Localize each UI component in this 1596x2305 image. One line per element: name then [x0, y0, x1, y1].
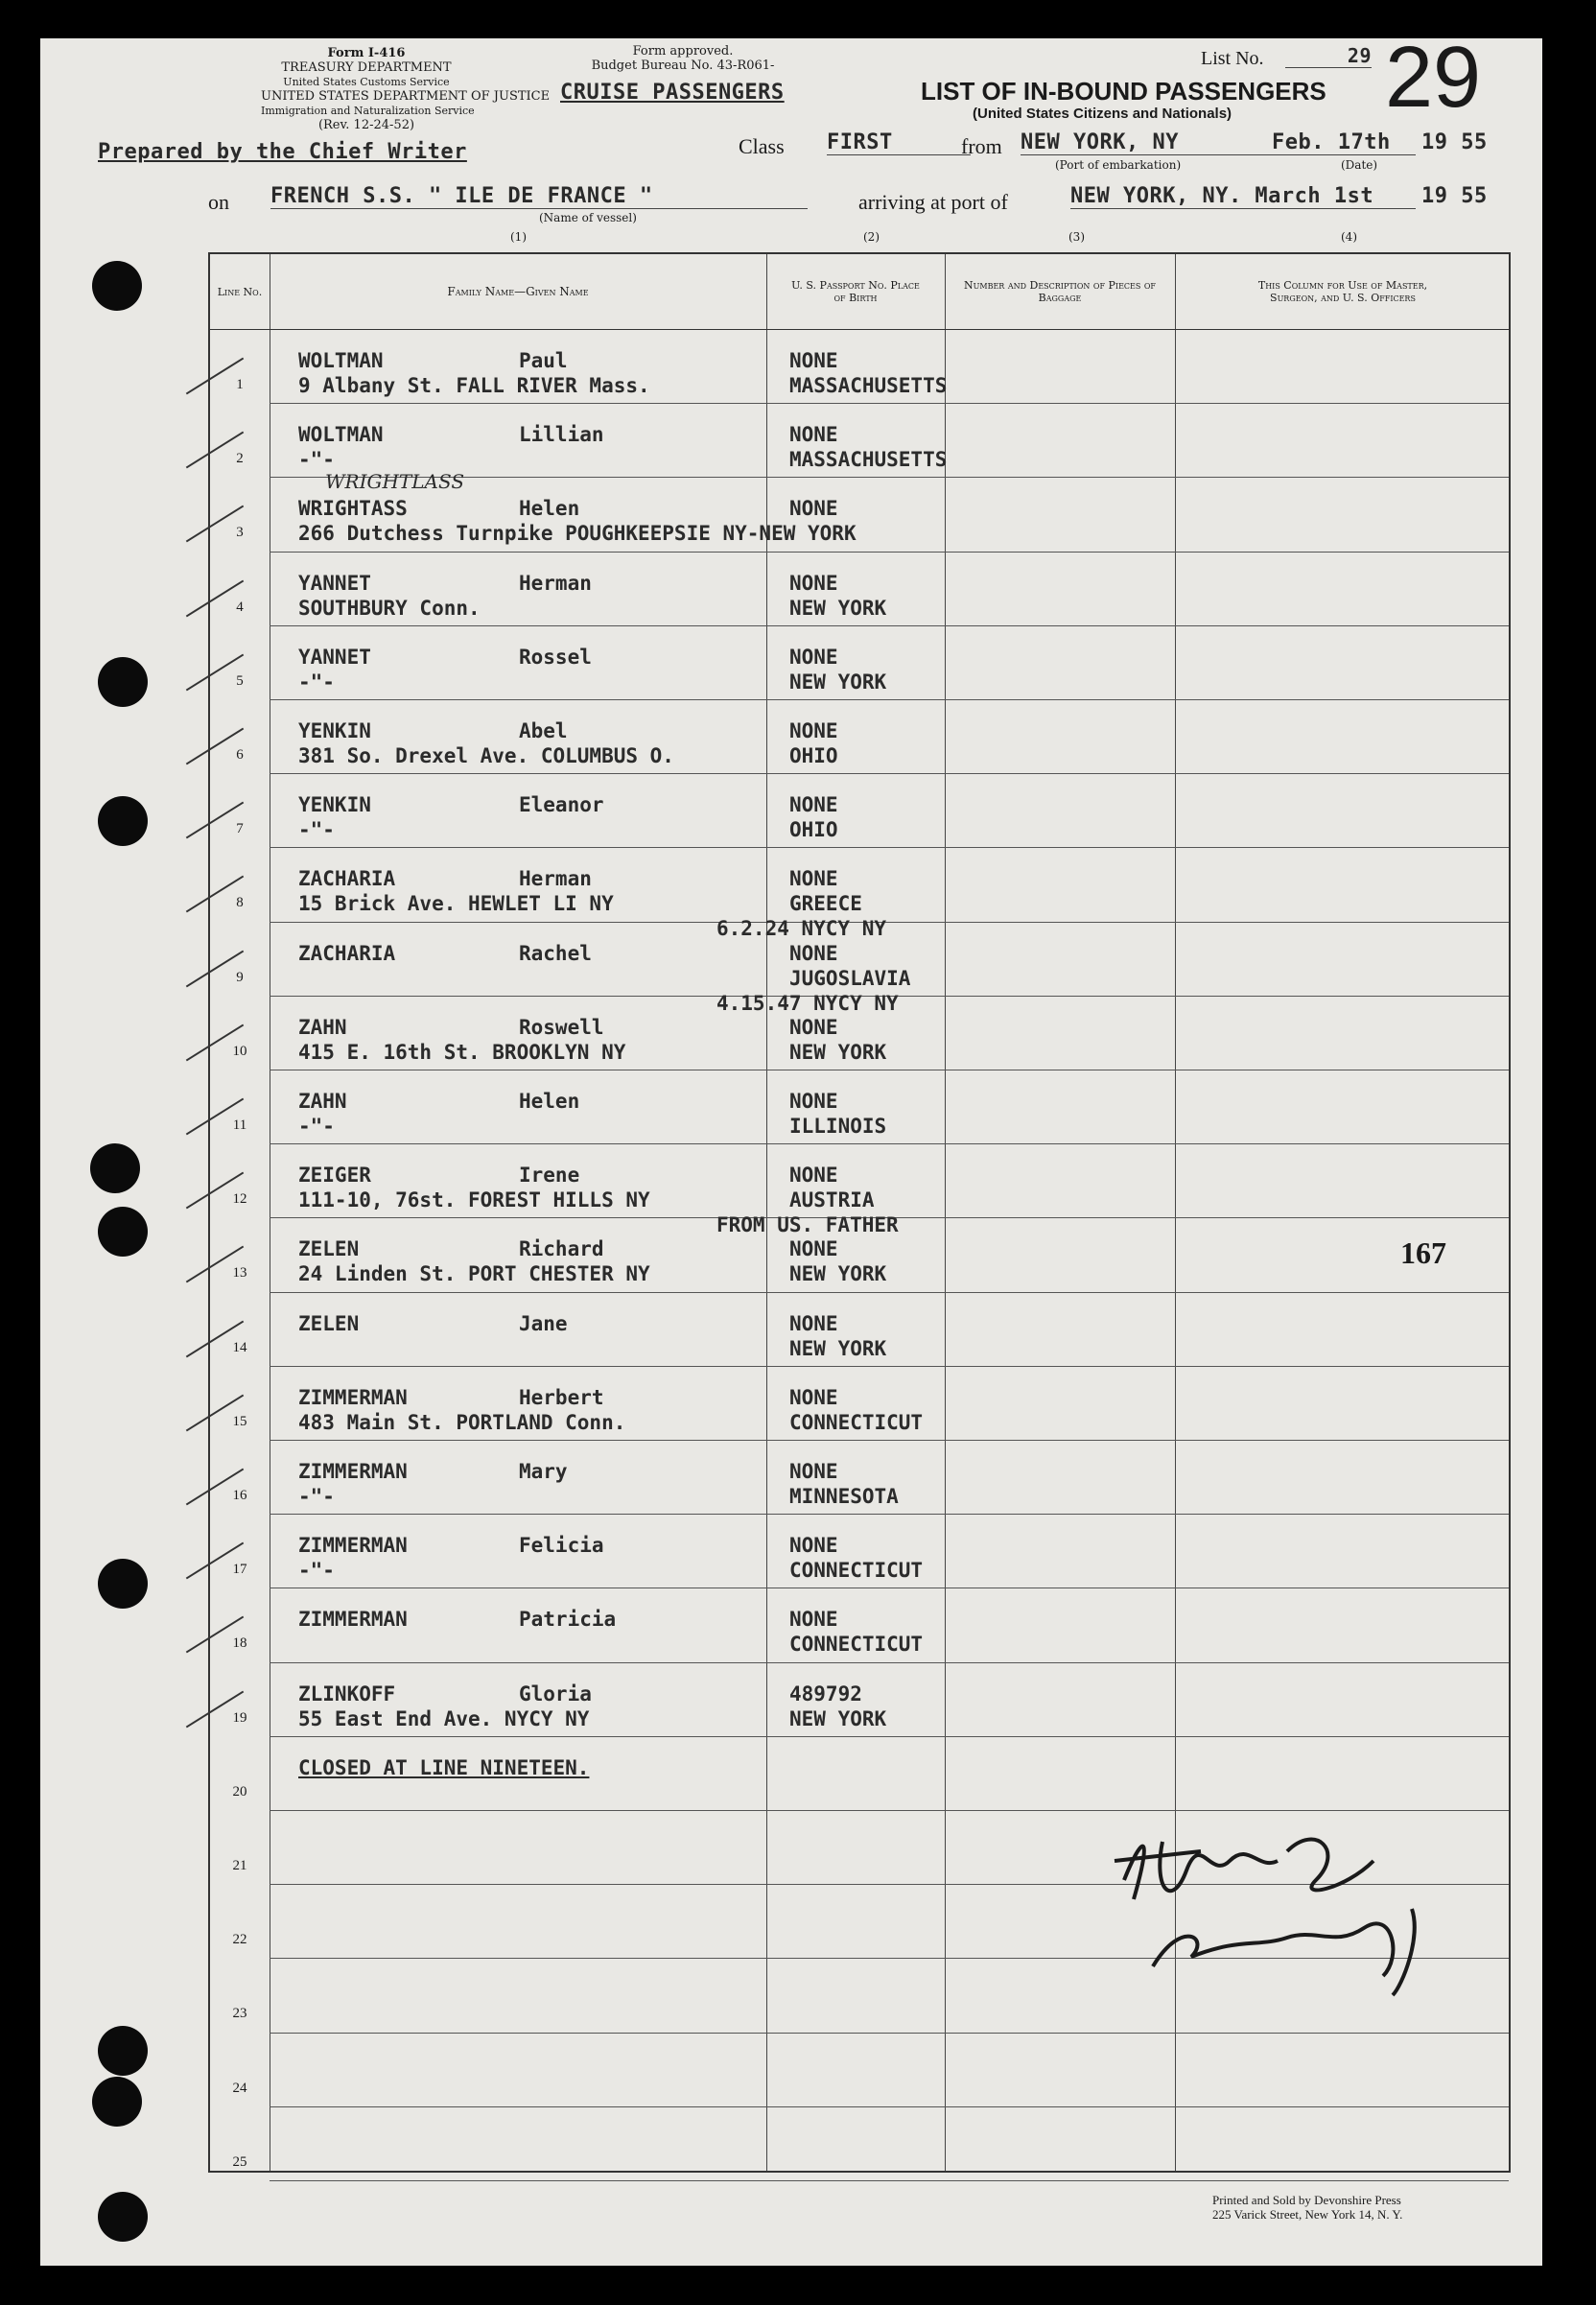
given-name: Eleanor [519, 793, 604, 817]
punch-hole [98, 1559, 148, 1609]
family-name: WRIGHTASS [298, 497, 408, 521]
place-of-birth: NEW YORK [789, 1040, 887, 1064]
family-name: ZELEN [298, 1237, 360, 1261]
address: 15 Brick Ave. HEWLET LI NY [298, 892, 614, 916]
punch-hole [98, 796, 148, 846]
line-number: 20 [232, 1783, 247, 1799]
place-of-birth: CONNECTICUT [789, 1559, 924, 1583]
family-name: ZACHARIA [298, 941, 396, 965]
naturalization-note: 6.2.24 NYCY NY [716, 917, 887, 941]
passport-number: NONE [789, 1237, 838, 1261]
list-no-label: List No. [1201, 48, 1264, 69]
place-of-birth: MASSACHUSETTS [789, 374, 948, 397]
row-rule [270, 847, 1509, 848]
family-name: YANNET [298, 571, 371, 595]
passport-number: NONE [789, 1015, 838, 1039]
row-rule [270, 1366, 1509, 1367]
punch-hole [98, 657, 148, 707]
row-rule [270, 1662, 1509, 1663]
naturalization-note: 4.15.47 NYCY NY [716, 991, 899, 1015]
revision: (Rev. 12-24-52) [317, 118, 415, 132]
header-officers: This Column for Use of Master, Surgeon, and U. S. Officers [1257, 279, 1428, 304]
row-rule [270, 625, 1509, 626]
family-name: YANNET [298, 645, 371, 669]
given-name: Rachel [519, 941, 592, 965]
address: 266 Dutchess Turnpike POUGHKEEPSIE NY-NEW YORK [298, 522, 857, 546]
family-name: YENKIN [298, 719, 371, 742]
form-id-block [261, 46, 551, 132]
punch-hole [98, 2026, 148, 2076]
place-of-birth: OHIO [789, 818, 838, 842]
dept-customs: United States Customs Service [283, 76, 450, 88]
given-name: Mary [519, 1460, 568, 1483]
passport-number: NONE [789, 645, 838, 669]
row-rule [270, 773, 1509, 774]
arriving-label: arriving at port of [858, 190, 1008, 214]
family-name: ZEIGER [298, 1164, 371, 1188]
passport-number: NONE [789, 1534, 838, 1558]
family-name: ZIMMERMAN [298, 1534, 408, 1558]
prepared-by: Prepared by the Chief Writer [98, 140, 467, 164]
punch-hole [98, 1207, 148, 1257]
class-value: FIRST [827, 130, 971, 155]
line-number: 25 [232, 2153, 247, 2170]
printer-line2: 225 Varick Street, New York 14, N. Y. [1212, 2207, 1403, 2222]
passport-number: NONE [789, 1385, 838, 1409]
address: 415 E. 16th St. BROOKLYN NY [298, 1040, 626, 1064]
family-name: WOLTMAN [298, 423, 384, 447]
printer-line1: Printed and Sold by Devonshire Press [1212, 2193, 1401, 2207]
dept-justice: UNITED STATES DEPARTMENT OF JUSTICE [261, 89, 551, 104]
family-name: WOLTMAN [298, 349, 384, 372]
place-of-birth: ILLINOIS [789, 1115, 887, 1138]
address: 111-10, 76st. FOREST HILLS NY [298, 1188, 650, 1212]
list-no-value: 29 [1285, 44, 1372, 68]
family-name: ZIMMERMAN [298, 1460, 408, 1483]
line-number: 19 [232, 1709, 247, 1726]
header-passport: U. S. Passport No. Place of Birth [791, 279, 920, 304]
from-label: from [961, 134, 1002, 158]
from-value: NEW YORK, NY [1021, 130, 1279, 155]
family-name: ZLINKOFF [298, 1682, 396, 1705]
place-of-birth: CONNECTICUT [789, 1633, 924, 1657]
departure-date: Feb. 17th [1272, 130, 1416, 155]
given-name: Helen [519, 497, 580, 521]
family-name: ZAHN [298, 1015, 347, 1039]
on-label: on [208, 190, 229, 214]
given-name: Felicia [519, 1534, 604, 1558]
passport-number: NONE [789, 571, 838, 595]
line-number: 4 [236, 599, 244, 615]
manifest-sheet [40, 30, 1542, 2266]
arrival-port-date: NEW YORK, NY. March 1st [1070, 184, 1416, 209]
passport-number: NONE [789, 1164, 838, 1188]
punch-hole [92, 261, 142, 311]
passport-number: NONE [789, 1460, 838, 1483]
list-no-handwritten: 29 [1385, 30, 1482, 126]
row-rule [270, 552, 1509, 553]
place-of-birth: NEW YORK [789, 596, 887, 620]
row-rule [270, 1143, 1509, 1144]
address: 55 East End Ave. NYCY NY [298, 1706, 590, 1730]
family-name: ZAHN [298, 1090, 347, 1113]
line-number: 18 [232, 1635, 247, 1652]
place-of-birth: NEW YORK [789, 1336, 887, 1360]
family-name: ZACHARIA [298, 867, 396, 891]
given-name: Lillian [519, 423, 604, 447]
approval-block [573, 44, 793, 73]
line-number: 15 [232, 1413, 247, 1429]
line-number: 22 [232, 1932, 247, 1948]
family-name: ZELEN [298, 1311, 360, 1335]
given-name: Jane [519, 1311, 568, 1335]
row-rule [270, 699, 1509, 700]
cruise-passengers-stamp: CRUISE PASSENGERS [560, 81, 785, 105]
given-name: Gloria [519, 1682, 592, 1705]
passport-number: NONE [789, 867, 838, 891]
passport-number: NONE [789, 497, 838, 521]
passport-number: 489792 [789, 1682, 862, 1705]
line-number: 23 [232, 2006, 247, 2022]
given-name: Roswell [519, 1015, 604, 1039]
header-line-no: Line No. [217, 285, 263, 298]
line-number: 1 [236, 377, 244, 392]
col-num-1: (1) [510, 230, 527, 244]
page-subtitle: (United States Citizens and Nationals) [973, 106, 1232, 122]
place-of-birth: NEW YORK [789, 1706, 887, 1730]
line-number: 24 [232, 2080, 247, 2096]
col-num-3: (3) [1068, 230, 1085, 244]
given-name: Herman [519, 867, 592, 891]
given-name: Irene [519, 1164, 580, 1188]
given-name: Abel [519, 719, 568, 742]
place-of-birth: CONNECTICUT [789, 1410, 924, 1434]
line-number: 13 [232, 1265, 247, 1282]
punch-hole [98, 2192, 148, 2242]
place-of-birth: NEW YORK [789, 670, 887, 694]
line-number: 21 [232, 1858, 247, 1873]
header-name: Family Name—Given Name [447, 284, 589, 298]
arrival-year: 19 55 [1421, 184, 1488, 208]
given-name: Helen [519, 1090, 580, 1113]
given-name: Herman [519, 571, 592, 595]
departure-year: 19 55 [1421, 130, 1488, 154]
class-label: Class [739, 134, 785, 158]
given-name: Patricia [519, 1608, 617, 1632]
line-number: 5 [236, 672, 244, 689]
place-of-birth: JUGOSLAVIA [789, 966, 911, 990]
line-number: 17 [232, 1562, 247, 1578]
family-name: ZIMMERMAN [298, 1608, 408, 1632]
punch-hole [92, 2077, 142, 2127]
line-number: 3 [236, 525, 244, 541]
address: 24 Linden St. PORT CHESTER NY [298, 1262, 650, 1286]
vessel-caption: (Name of vessel) [539, 211, 637, 224]
passport-number: NONE [789, 1311, 838, 1335]
given-name: Paul [519, 349, 568, 372]
col-num-4: (4) [1341, 230, 1357, 244]
budget-bureau: Budget Bureau No. 43-R061- [591, 59, 775, 73]
header-baggage: Number and Description of Pieces of Baggage [964, 279, 1156, 304]
form-approved: Form approved. [632, 44, 734, 59]
row-rule [270, 2106, 1509, 2107]
row-rule [270, 2033, 1509, 2034]
row-rule [270, 1736, 1509, 1737]
address: SOUTHBURY Conn. [298, 596, 481, 620]
place-of-birth: OHIO [789, 744, 838, 767]
line-number: 16 [232, 1488, 247, 1503]
margin-number: 167 [1400, 1235, 1446, 1270]
col-num-2: (2) [863, 230, 880, 244]
line-number: 10 [232, 1043, 247, 1059]
row-rule [270, 1440, 1509, 1441]
date-caption: (Date) [1341, 158, 1378, 172]
place-of-birth: GREECE [789, 892, 862, 916]
form-number: Form I-416 [327, 46, 406, 60]
vessel-name: FRENCH S.S. " ILE DE FRANCE " [270, 184, 808, 209]
place-of-birth: MASSACHUSETTS [789, 448, 948, 472]
place-of-birth: AUSTRIA [789, 1188, 875, 1212]
officer-signature [1095, 1794, 1517, 2005]
row-rule [270, 922, 1509, 923]
row-rule [270, 403, 1509, 404]
line-number: 2 [236, 451, 244, 467]
passport-number: NONE [789, 1608, 838, 1632]
address: 483 Main St. PORTLAND Conn. [298, 1410, 626, 1434]
line-number: 6 [236, 747, 244, 763]
given-name: Richard [519, 1237, 604, 1261]
printer-credit [1212, 2193, 1402, 2222]
dept-treasury: TREASURY DEPARTMENT [281, 60, 452, 75]
line-number: 7 [236, 821, 244, 837]
row-rule [270, 1292, 1509, 1293]
line-number: 8 [236, 895, 244, 911]
dept-ins: Immigration and Naturalization Service [261, 105, 475, 117]
address: -"- [298, 1559, 335, 1583]
row-rule [270, 1514, 1509, 1515]
passport-number: NONE [789, 793, 838, 817]
family-name: CLOSED AT LINE NINETEEN. [298, 1755, 590, 1779]
passport-number: NONE [789, 719, 838, 742]
line-number: 14 [232, 1339, 247, 1355]
address: -"- [298, 448, 335, 472]
address: -"- [298, 818, 335, 842]
given-name: Herbert [519, 1385, 604, 1409]
given-name: Rossel [519, 645, 592, 669]
family-name: ZIMMERMAN [298, 1385, 408, 1409]
handwritten-correction: WRIGHTLASS [325, 470, 465, 494]
line-number: 9 [236, 969, 244, 985]
address: 9 Albany St. FALL RIVER Mass. [298, 374, 650, 397]
family-name: YENKIN [298, 793, 371, 817]
row-rule [270, 2180, 1509, 2181]
passport-number: NONE [789, 423, 838, 447]
page-title: LIST OF IN-BOUND PASSENGERS [921, 77, 1326, 106]
passport-number: NONE [789, 349, 838, 372]
header-rule [210, 329, 1509, 330]
line-number: 11 [232, 1117, 247, 1133]
address: 381 So. Drexel Ave. COLUMBUS O. [298, 744, 674, 767]
port-embark-caption: (Port of embarkation) [1055, 158, 1182, 172]
place-of-birth: MINNESOTA [789, 1485, 899, 1508]
address: -"- [298, 1115, 335, 1138]
address: -"- [298, 670, 335, 694]
naturalization-note: FROM US. FATHER [716, 1213, 899, 1237]
passport-number: NONE [789, 941, 838, 965]
address: -"- [298, 1485, 335, 1508]
passport-number: NONE [789, 1090, 838, 1113]
line-number: 12 [232, 1191, 247, 1208]
place-of-birth: NEW YORK [789, 1262, 887, 1286]
punch-hole [90, 1143, 140, 1193]
